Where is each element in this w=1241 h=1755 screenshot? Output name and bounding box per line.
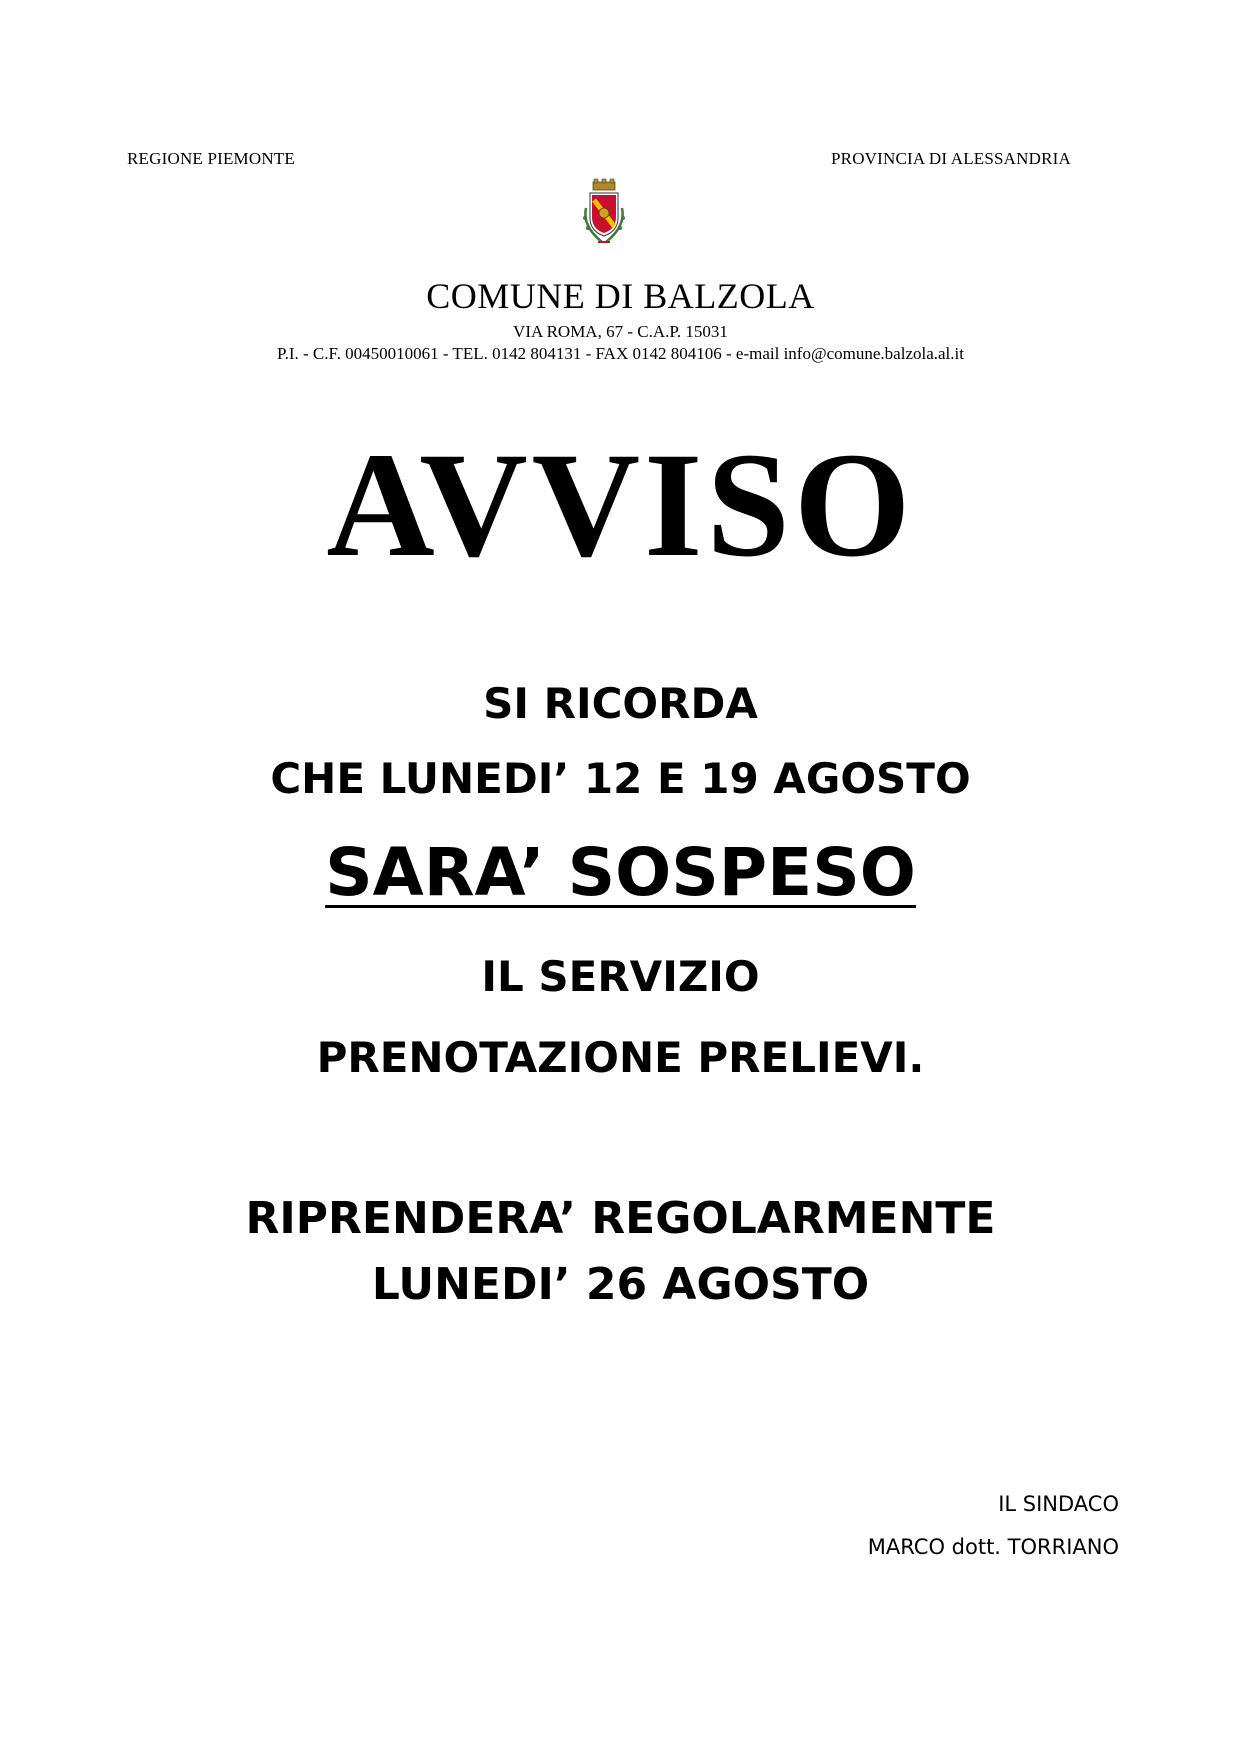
notice-title: AVVISO xyxy=(326,422,915,588)
notice-line-reminder: SI RICORDA xyxy=(483,679,758,728)
municipality-address: VIA ROMA, 67 - C.A.P. 15031 xyxy=(513,322,728,341)
notice-line-resume: RIPRENDERA’ REGOLARMENTE xyxy=(245,1193,996,1244)
notice-line-booking: PRENOTAZIONE PRELIEVI. xyxy=(316,1033,925,1082)
notice-line-dates: CHE LUNEDI’ 12 E 19 AGOSTO xyxy=(270,754,971,803)
signature-title: IL SINDACO xyxy=(998,1492,1119,1516)
municipality-contacts: P.I. - C.F. 00450010061 - TEL. 0142 804131 - FAX 0142 804106 - e-mail info@comune.balzola.al.it xyxy=(277,344,964,363)
province-label: PROVINCIA DI ALESSANDRIA xyxy=(831,149,1071,168)
region-label: REGIONE PIEMONTE xyxy=(127,149,295,168)
municipality-name: COMUNE DI BALZOLA xyxy=(426,276,815,316)
notice-line-suspended: SARA’ SOSPESO xyxy=(325,834,916,911)
signature-name: MARCO dott. TORRIANO xyxy=(867,1535,1119,1559)
notice-line-service: IL SERVIZIO xyxy=(481,952,760,1001)
coat-of-arms-icon xyxy=(576,178,632,250)
notice-line-resume-date: LUNEDI’ 26 AGOSTO xyxy=(371,1259,870,1310)
